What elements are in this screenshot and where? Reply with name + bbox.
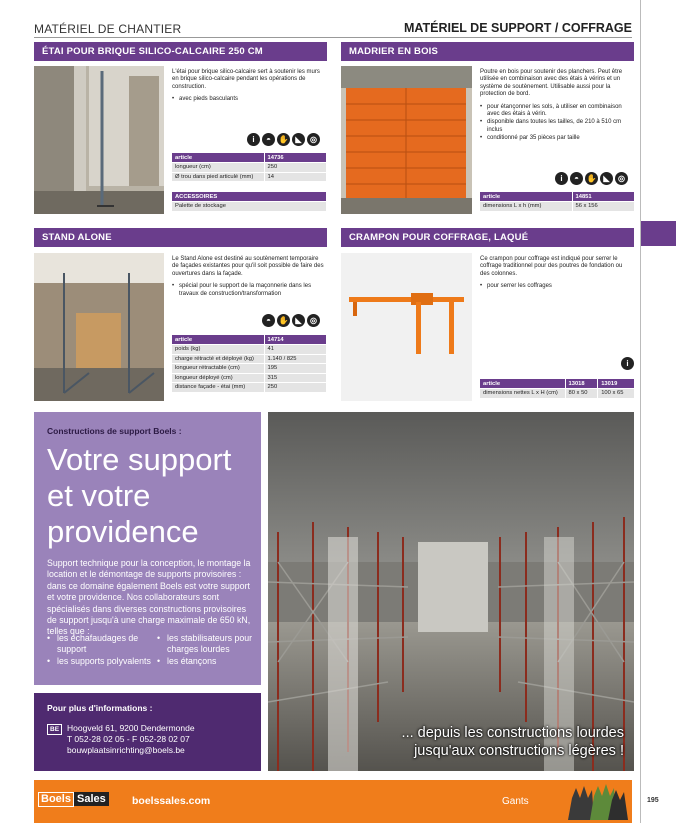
table-header: 13018 [565,379,598,389]
list-item: • les échafaudages de support [47,633,157,656]
list-item: • les étançons [157,656,259,667]
promo-subtitle: Constructions de support Boels : [47,426,182,436]
table-cell: 80 x 50 [565,389,598,399]
description-text: Le Stand Alone est destiné au soutènement temporaire de façades existantes pour qu'il soit possible de faire des ouvertures dans la façade. [172,256,324,277]
gloves-icon [562,782,630,822]
sales-logo: Sales [74,792,109,806]
page-number: 195 [647,797,659,804]
promo-list [47,633,259,667]
table-header: 14714 [264,335,327,345]
safety-icons-madrier [555,172,628,185]
table-cell: poids (kg) [172,345,264,355]
product-description-madrier [480,69,632,144]
table-header: 13019 [598,379,635,389]
bullet-item: • pour serrer les coffrages [480,283,632,290]
bullet-item: • conditionné par 35 pièces par taille [480,135,632,142]
table-cell: 41 [264,345,327,355]
contact-panel [34,693,261,771]
gloves-icon: ✋ [278,135,289,144]
boot-icon: ◣ [292,133,305,146]
header-divider [34,37,632,38]
spec-table-crampon [480,379,635,399]
safety-icons-crampon [621,357,634,370]
goggles-icon: ◎ [615,172,628,185]
gloves-icon: ✋ [586,174,597,183]
product-photo-stand-alone [34,253,164,401]
table-header: article [172,335,264,345]
headline-line: et votre [47,478,151,513]
accessories-table [172,192,327,212]
helmet-icon: ◓ [262,314,275,327]
contact-title: Pour plus d'informations : [47,703,153,713]
product-title-stand-alone: STAND ALONE [34,228,327,247]
table-cell: charge rétracté et déployé (kg) [172,354,264,364]
boels-logo: Boels [38,792,74,807]
table-header: article [480,379,565,389]
list-item: • les stabilisateurs pour charges lourdes [157,633,259,656]
footer-bar [34,780,632,823]
country-badge: BE [47,724,62,735]
product-title-etai: ÉTAI POUR BRIQUE SILICO-CALCAIRE 250 CM [34,42,327,61]
website-link[interactable]: boelssales.com [132,795,211,807]
table-cell: 100 x 65 [598,389,635,399]
bullet-item: • avec pieds basculants [172,96,324,103]
section-header-left: MATÉRIEL DE CHANTIER [34,22,182,36]
product-title-crampon: CRAMPON POUR COFFRAGE, LAQUÉ [341,228,634,247]
goggles-icon: ◎ [307,314,320,327]
caption-line: jusqu'aux constructions légères ! [414,743,624,759]
table-cell: 195 [264,364,327,374]
table-cell: 250 [264,383,327,393]
gloves-icon: ✋ [278,316,289,325]
next-section-label: Gants [502,796,529,807]
chapter-tab [641,221,676,246]
description-text: Ce crampon pour coffrage est indiqué pour serrer le coffrage traditionnel pour des poutres de fondation ou des colonnes. [480,256,623,277]
table-header: 14736 [264,153,327,163]
boot-icon: ◣ [292,314,305,327]
table-cell: 250 [264,163,327,173]
table-cell: longueur déployé (cm) [172,373,264,383]
list-item: • les supports polyvalents [47,656,157,667]
table-cell: longueur (cm) [172,163,264,173]
table-cell: distance façade - étai (mm) [172,383,264,393]
section-header-right: MATÉRIEL DE SUPPORT / COFFRAGE [403,21,632,35]
table-cell: 56 x 156 [572,202,635,212]
table-cell: longueur rétractable (cm) [172,364,264,374]
table-cell: 1.140 / 825 [264,354,327,364]
product-title-madrier: MADRIER EN BOIS [341,42,634,61]
headline-line: Votre support [47,442,232,477]
info-icon: i [247,133,260,146]
table-header: ACCESSOIRES [172,192,327,202]
description-text: L'étai pour brique silico-calcaire sert à soutenir les murs en brique silico-calcaire pendant les opérations de construction. [172,69,320,90]
product-description-etai [172,69,324,105]
table-header: article [172,153,264,163]
table-cell: 315 [264,373,327,383]
table-cell: 14 [264,172,327,182]
bullet-item: • disponible dans toutes les tailles, de 210 à 510 cm inclus [480,119,632,134]
spec-table-stand-alone [172,335,327,393]
spec-table-madrier [480,192,635,212]
email-link[interactable]: bouwplaatsinrichting@boels.be [67,745,185,756]
bullet-item: • pour étançonner les sols, à utiliser en combinaison avec des étais à vérin. [480,104,632,119]
safety-icons-etai [247,133,320,146]
table-header: article [480,192,572,202]
promo-body-text: Support technique pour la conception, le montage la location et le démontage de supports provisoires : dans ce domaine également Boels est votre support et votre providence. Nos collaborateurs sont spécialisés dans diverses constructions provisoires de support jusqu'à une charge maximale de 650 kN, telles que : [47,558,251,637]
headline-line: providence [47,514,199,549]
promo-panel [34,412,261,685]
info-icon: i [555,172,568,185]
contact-details [67,723,195,757]
photo-caption [402,724,624,760]
helmet-icon: ◓ [262,133,275,146]
caption-line: ... depuis les constructions lourdes [401,725,624,741]
table-cell: Ø trou dans pied articulé (mm) [172,172,264,182]
address-line: Hoogveld 61, 9200 Dendermonde [67,723,195,733]
product-photo-etai [34,66,164,214]
table-cell: dimensions nettes L x H (cm) [480,389,565,399]
safety-icons-stand-alone [262,314,320,327]
product-photo-madrier [341,66,472,214]
scaffolding-photo [268,412,634,771]
phone-line: T 052-28 02 05 - F 052-28 02 07 [67,734,190,745]
description-text: Poutre en bois pour soutenir des planchers. Peut être utilisée en combinaison avec des étais à vérins et un système de soutènement. Utilisable aussi pour la protection de bord. [480,69,623,98]
product-description-stand-alone [172,256,324,299]
spec-table-etai [172,153,327,182]
product-photo-crampon [341,253,472,401]
bullet-item: • spécial pour le support de la maçonnerie dans les travaux de construction/transformation [172,283,324,298]
product-description-crampon [480,256,632,292]
goggles-icon: ◎ [307,133,320,146]
promo-headline [47,442,231,550]
boot-icon: ◣ [600,172,613,185]
table-cell: Palette de stockage [172,202,327,212]
table-cell: dimensions L x h (mm) [480,202,572,212]
table-header: 14851 [572,192,635,202]
page-edge-rule [640,0,641,823]
info-icon: i [621,357,634,370]
helmet-icon: ◓ [570,172,583,185]
